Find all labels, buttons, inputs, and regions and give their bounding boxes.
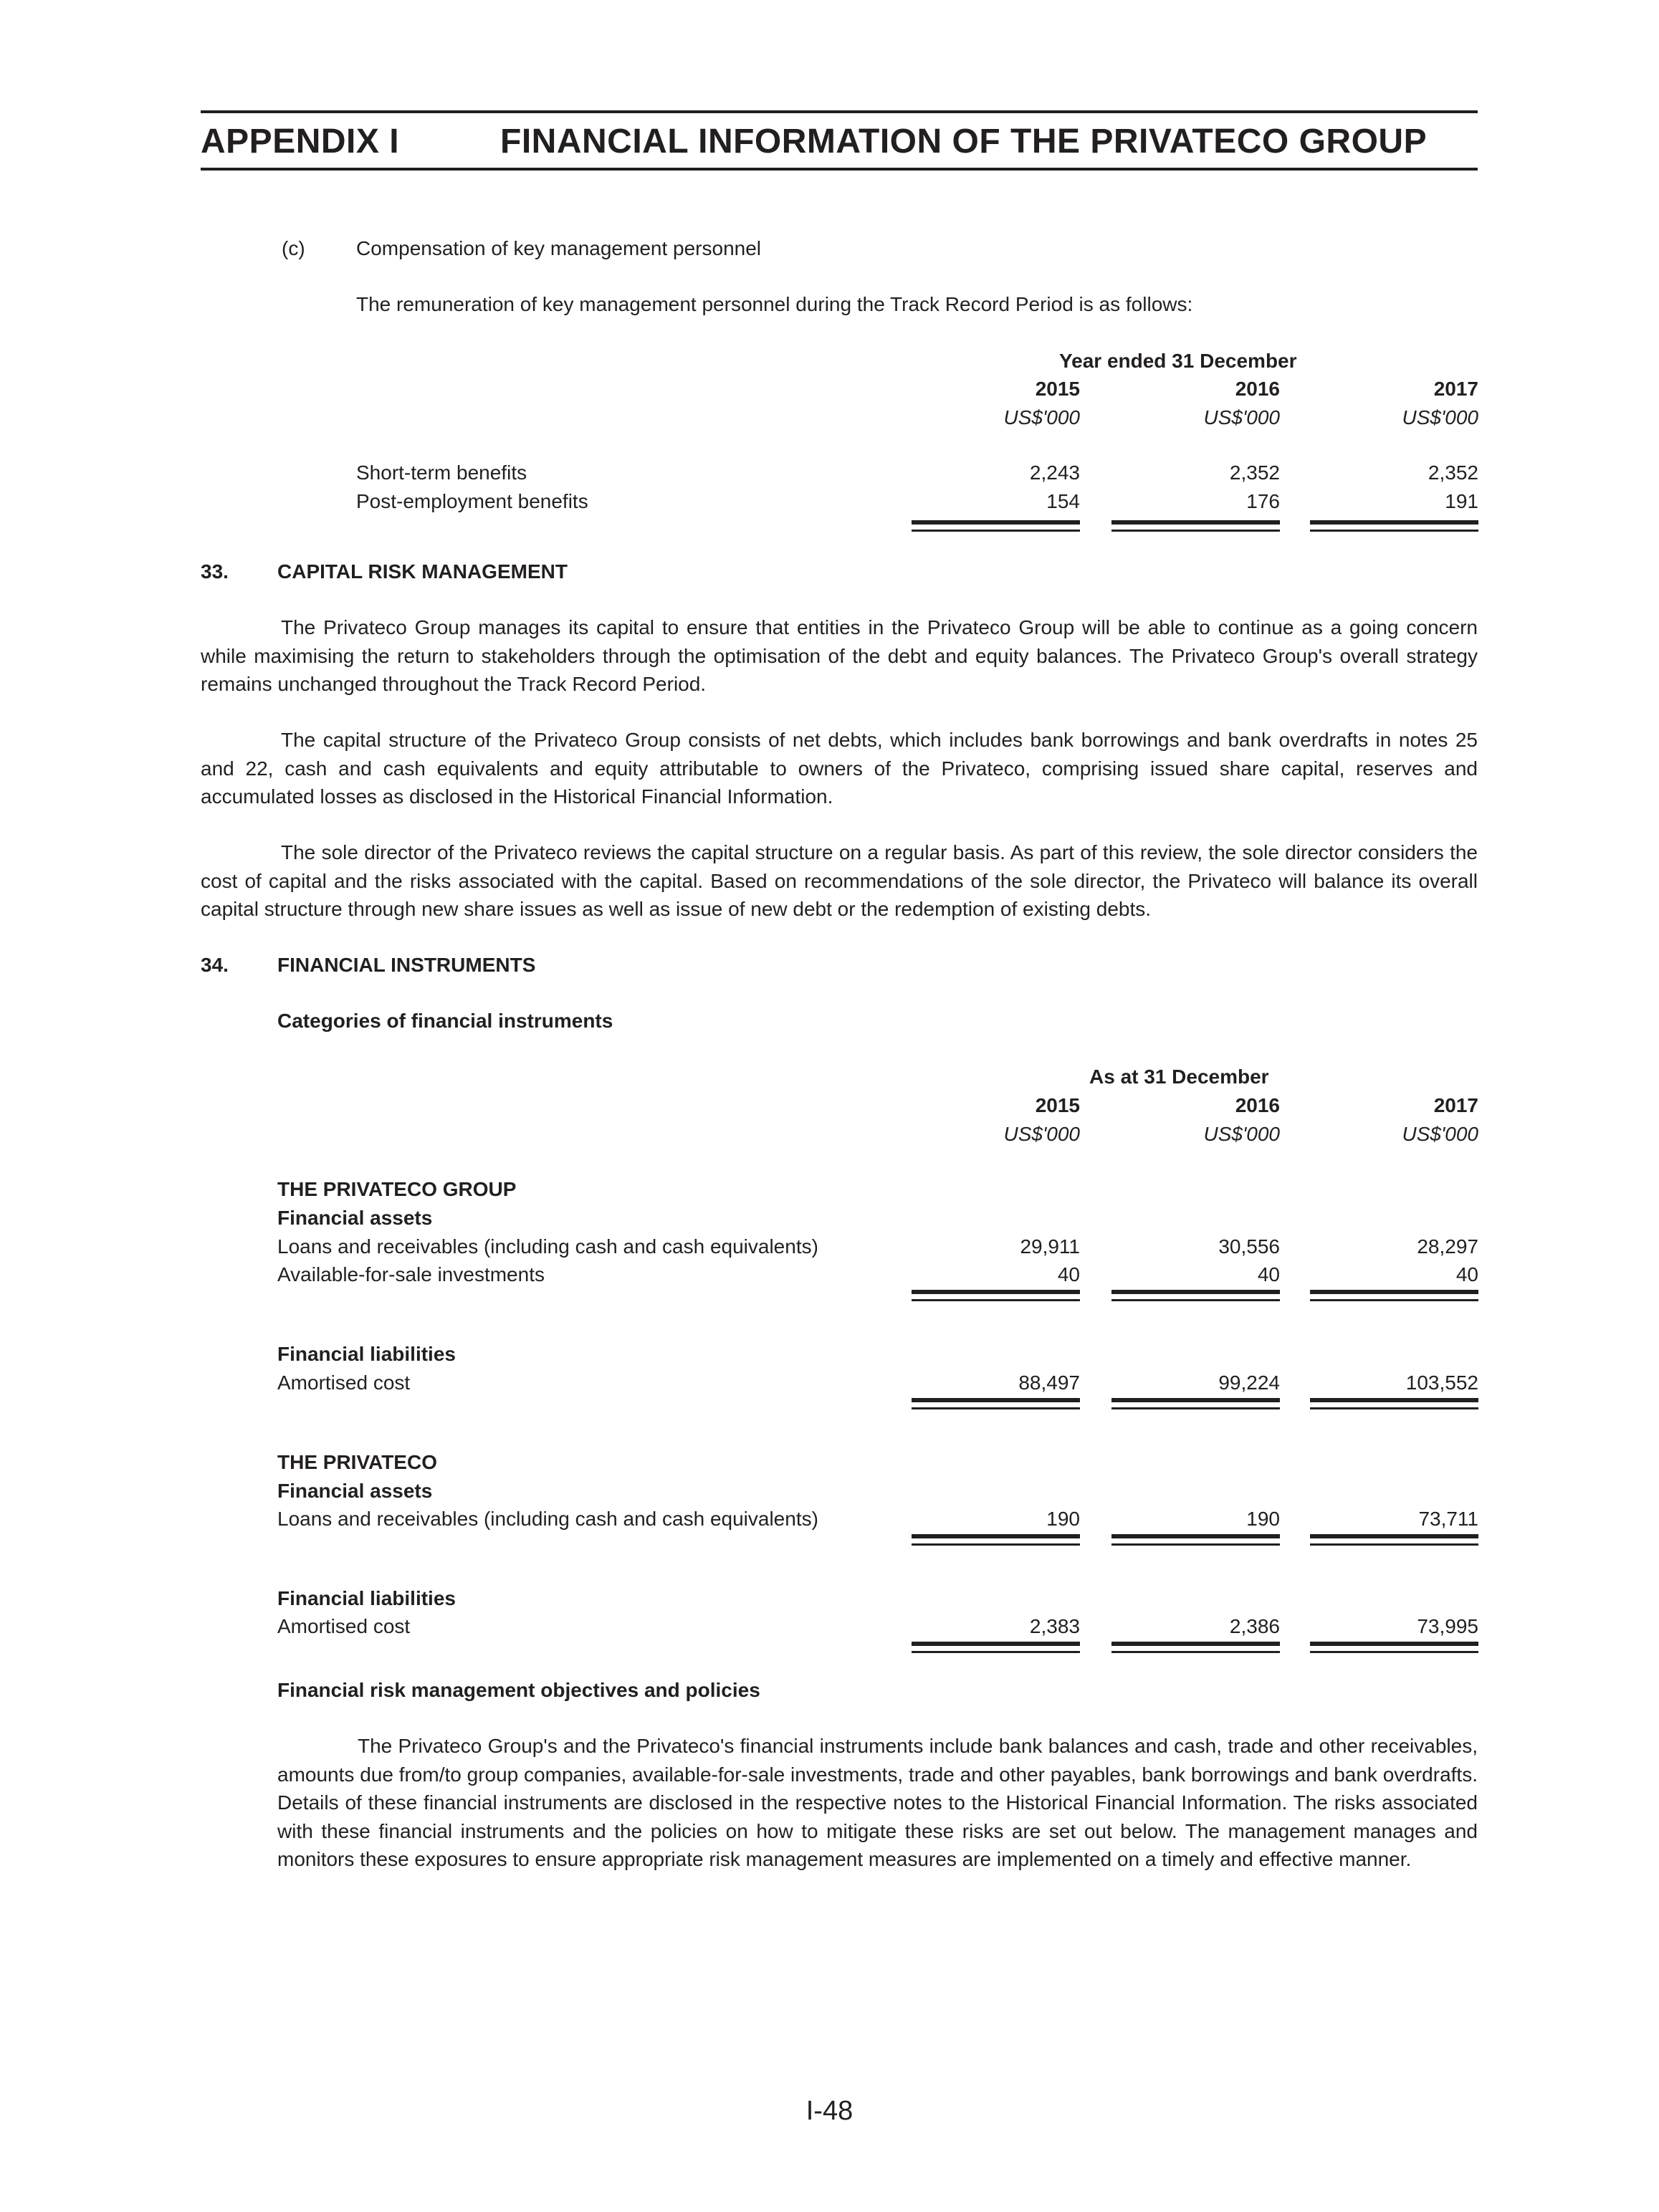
table2-period-header: As at 31 December bbox=[1089, 1066, 1269, 1088]
section-33-number: 33. bbox=[201, 560, 229, 583]
section-c-label: (c) bbox=[282, 237, 305, 259]
table1-unit: US$'000 bbox=[1402, 406, 1478, 428]
table2-cell: 29,911 bbox=[1020, 1235, 1080, 1258]
group-liabilities-heading: Financial liabilities bbox=[277, 1343, 456, 1365]
table2-cell: 40 bbox=[1455, 1263, 1478, 1285]
table2-year-2015: 2015 bbox=[1035, 1094, 1080, 1116]
group-heading: THE PRIVATECO GROUP bbox=[277, 1178, 517, 1200]
table2-year-2017: 2017 bbox=[1433, 1094, 1478, 1116]
table2-cell: 2,386 bbox=[1229, 1615, 1280, 1637]
table2-cell: 99,224 bbox=[1218, 1371, 1280, 1394]
table2-cell: 2,383 bbox=[1029, 1615, 1080, 1637]
section-c-title: Compensation of key management personnel bbox=[356, 237, 762, 259]
table2-cell: 190 bbox=[1046, 1508, 1080, 1530]
table2-cell: 30,556 bbox=[1218, 1235, 1280, 1258]
table2-row-label: Amortised cost bbox=[277, 1371, 411, 1394]
section-c-intro: The remuneration of key management personnel during the Track Record Period is as follows: bbox=[356, 293, 1193, 315]
table1-cell: 176 bbox=[1246, 490, 1280, 512]
table2-cell: 40 bbox=[1257, 1263, 1280, 1285]
company-liabilities-heading: Financial liabilities bbox=[277, 1587, 456, 1609]
table1-cell: 2,352 bbox=[1229, 461, 1280, 484]
section-33-paragraph-3: The sole director of the Privateco reviews the capital structure on a regular basis. As part of this review, the sole director considers the cost of capital and the risks associated with the capital. Based on recommendations of the sole director, the Privateco will balance its overall capital structure through new share issues as well as issue of new debt or the redemption of existing debts. bbox=[201, 841, 1478, 920]
company-assets-heading: Financial assets bbox=[277, 1480, 433, 1502]
section-34-number: 34. bbox=[201, 954, 229, 976]
table2-row-label: Available-for-sale investments bbox=[277, 1263, 545, 1285]
table1-cell: 154 bbox=[1046, 490, 1080, 512]
table1-year-2017: 2017 bbox=[1433, 378, 1478, 400]
table1-unit: US$'000 bbox=[1003, 406, 1080, 428]
table1-year-2016: 2016 bbox=[1235, 378, 1280, 400]
company-heading: THE PRIVATECO bbox=[277, 1451, 437, 1473]
appendix-label: APPENDIX I bbox=[201, 123, 400, 161]
risk-heading: Financial risk management objectives and policies bbox=[277, 1679, 760, 1701]
table2-row-label: Loans and receivables (including cash and cash equivalents) bbox=[277, 1508, 818, 1530]
table2-cell: 103,552 bbox=[1405, 1371, 1478, 1394]
section-34-title: FINANCIAL INSTRUMENTS bbox=[277, 954, 536, 976]
table2-cell: 28,297 bbox=[1417, 1235, 1478, 1258]
table2-row-label: Amortised cost bbox=[277, 1615, 411, 1637]
group-assets-heading: Financial assets bbox=[277, 1207, 433, 1229]
appendix-title: FINANCIAL INFORMATION OF THE PRIVATECO GROUP bbox=[500, 123, 1428, 161]
table1-period-header: Year ended 31 December bbox=[1059, 350, 1297, 372]
table1-year-2015: 2015 bbox=[1035, 378, 1080, 400]
section-33-paragraph-2: The capital structure of the Privateco Group consists of net debts, which includes bank borrowings and bank overdrafts in notes 25 and 22, cash and cash equivalents and equity attributable to owners of the Privateco, comprising issued share capital, reserves and accumulated losses as disclosed in the Historical Financial Information. bbox=[201, 729, 1478, 808]
table2-cell: 88,497 bbox=[1018, 1371, 1080, 1394]
table2-cell: 40 bbox=[1057, 1263, 1080, 1285]
table1-cell: 2,243 bbox=[1029, 461, 1080, 484]
table1-cell: 2,352 bbox=[1428, 461, 1478, 484]
header-bottom-rule bbox=[201, 168, 1478, 171]
section-34-subtitle: Categories of financial instruments bbox=[277, 1010, 613, 1032]
table1-row-label: Short-term benefits bbox=[356, 461, 527, 484]
table2-year-2016: 2016 bbox=[1235, 1094, 1280, 1116]
table2-cell: 190 bbox=[1246, 1508, 1280, 1530]
table2-cell: 73,995 bbox=[1417, 1615, 1478, 1637]
table2-unit: US$'000 bbox=[1003, 1123, 1080, 1145]
table1-row-label: Post-employment benefits bbox=[356, 490, 588, 512]
table1-unit: US$'000 bbox=[1203, 406, 1280, 428]
table2-cell: 73,711 bbox=[1418, 1508, 1478, 1530]
page-number: I-48 bbox=[805, 2096, 854, 2126]
header-top-rule bbox=[201, 110, 1478, 113]
table2-unit: US$'000 bbox=[1402, 1123, 1478, 1145]
table2-unit: US$'000 bbox=[1203, 1123, 1280, 1145]
section-33-paragraph-1: The Privateco Group manages its capital to ensure that entities in the Privateco Group will be able to continue as a going concern while maximising the return to stakeholders through the optimisation of the debt and equity balances. The Privateco Group's overall strategy remains unchanged throughout the Track Record Period. bbox=[201, 616, 1478, 695]
table1-cell: 191 bbox=[1445, 490, 1478, 512]
section-33-title: CAPITAL RISK MANAGEMENT bbox=[277, 560, 568, 583]
table2-row-label: Loans and receivables (including cash and cash equivalents) bbox=[277, 1235, 818, 1258]
risk-paragraph: The Privateco Group's and the Privateco's financial instruments include bank balances and cash, trade and other receivables, amounts due from/to group companies, available-for-sale investments, trade and other payables, bank borrowings and bank overdrafts. Details of these financial instruments are disclosed in the respective notes to the Historical Financial Information. The risks associated with these financial instruments and the policies on how to mitigate these risks are set out below. The management manages and monitors these exposures to ensure appropriate risk management measures are implemented on a timely and effective manner. bbox=[277, 1735, 1478, 1870]
